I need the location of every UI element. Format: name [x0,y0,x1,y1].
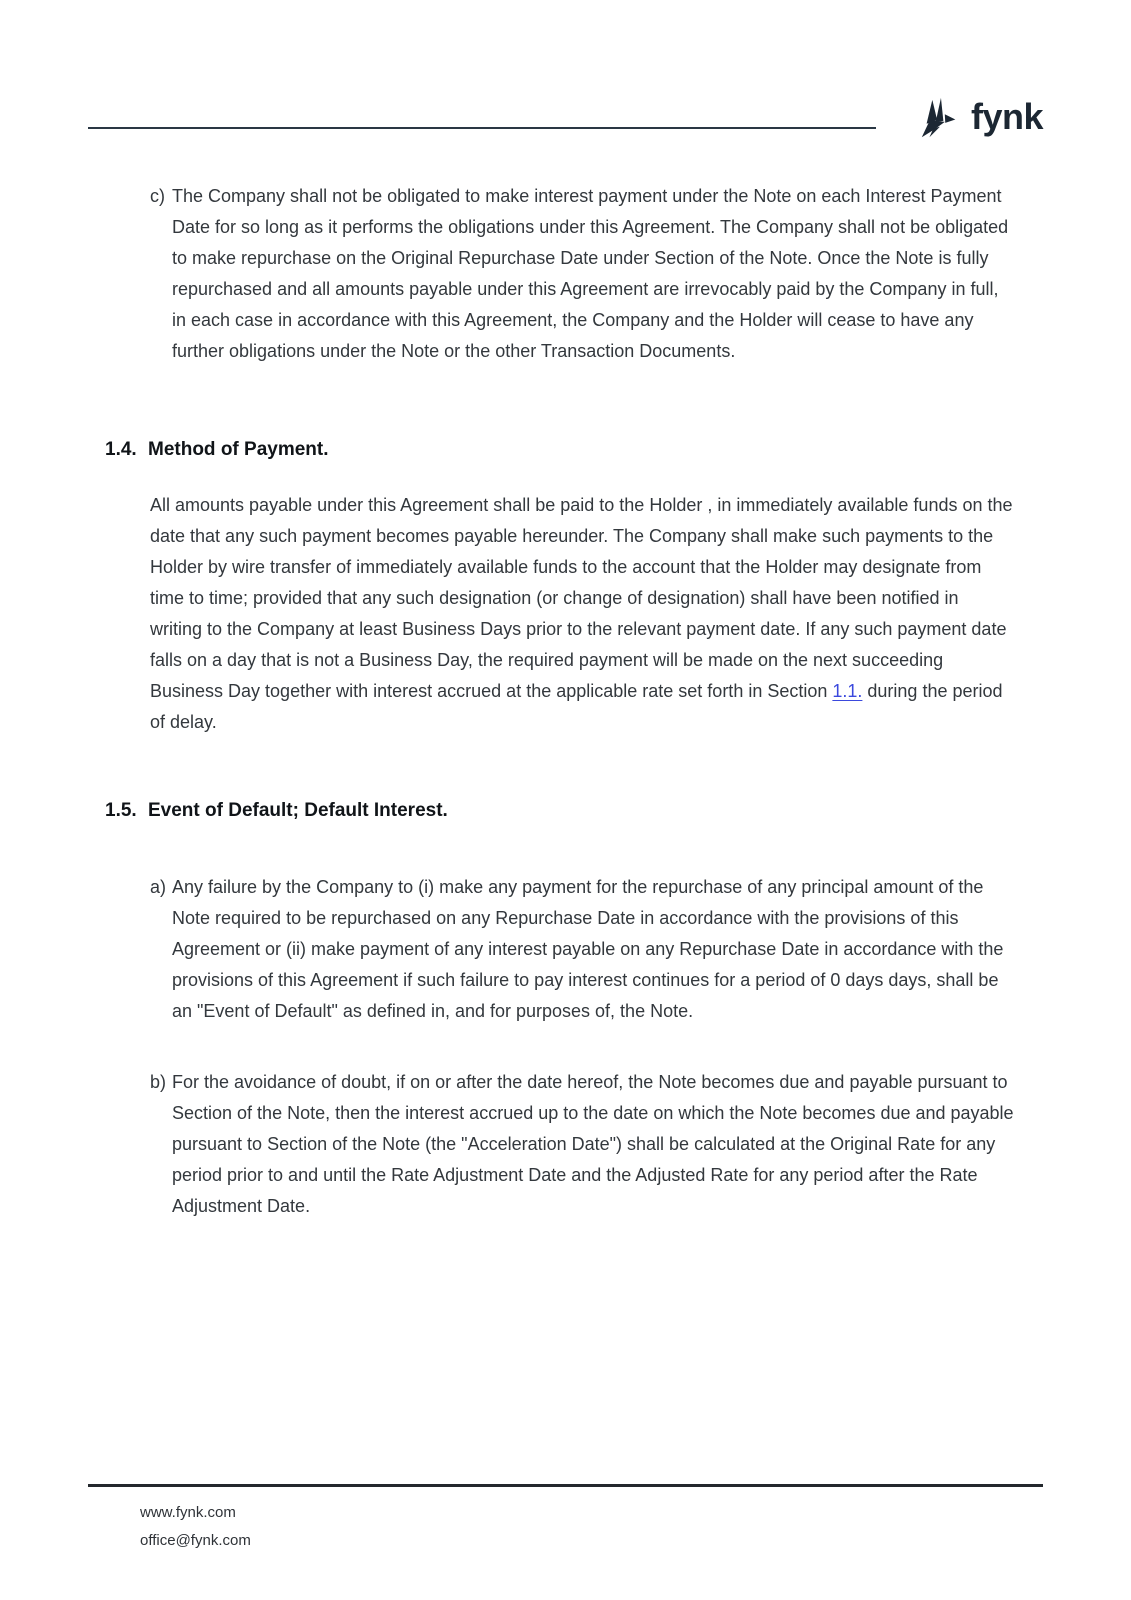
page-header [88,96,1043,152]
section-1-4-text-after-link: during the period of delay. [150,681,1003,732]
fynk-logo [917,96,1043,142]
section-1-4-heading [105,436,1015,464]
clause-a [88,872,1015,1027]
clause-c [88,181,1015,367]
clause-b-text: For the avoidance of doubt, if on or after the date hereof, the Note becomes due and payable pursuant to Section of the Note, then the interest accrued up to the date on which the Note becomes due and payable pursuant to Section of the Note (the "Acceleration Date") shall be calculated at the Original Rate for any period prior to and until the Rate Adjustment Date and the Adjusted Rate for any period after the Rate Adjustment Date. [172,1072,1014,1216]
section-1-5-number: 1.5. [105,800,137,821]
section-1-4-body [150,490,1015,738]
clause-c-marker: c) [150,186,165,206]
fynk-logo-text: fynk [970,96,1043,137]
clause-c-text: The Company shall not be obligated to make interest payment under the Note on each Interest Payment Date for so long as it performs the obligations under this Agreement. The Company shall not be obligated to make repurchase on the Original Repurchase Date under Section of the Note. Once the Note is fully repurchased and all amounts payable under this Agreement are irrevocably paid by the Company in full, in each case in accordance with this Agreement, the Company and the Holder will cease to have any further obligations under the Note or the other Transaction Documents. [172,186,1009,361]
section-1-5-heading [105,797,1015,825]
clause-b [88,1067,1015,1222]
section-1-5-title: Event of Default; Default Interest. [148,800,448,821]
section-1-1-link[interactable]: 1.1. [832,681,863,701]
footer-divider [88,1484,1043,1487]
footer-website: www.fynk.com [140,1504,236,1521]
page-footer [88,1484,1043,1555]
header-divider [88,127,876,129]
origami-bird-icon [917,96,963,142]
section-1-4-title: Method of Payment. [148,439,329,460]
section-1-4-text-before-link: All amounts payable under this Agreement shall be paid to the Holder , in immediately available funds on the date that any such payment becomes payable hereunder. The Company shall make such payments to the Holder by wire transfer of immediately available funds to the account that the Holder may designate from time to time; provided that any such designation (or change of designation) shall have been notified in writing to the Company at least Business Days prior to the relevant payment date. If any such payment date falls on a day that is not a Business Day, the required payment will be made on the next succeeding Business Day together with interest accrued at the applicable rate set forth in Section [150,495,1013,701]
footer-email: office@fynk.com [140,1532,251,1549]
section-1-4-number: 1.4. [105,439,137,460]
clause-a-text: Any failure by the Company to (i) make any payment for the repurchase of any principal amount of the Note required to be repurchased on any Repurchase Date in accordance with the provisions of this Agreement or (ii) make payment of any interest payable on any Repurchase Date in accordance with the provisions of this Agreement if such failure to pay interest continues for a period of 0 days days, shall be an "Event of Default" as defined in, and for purposes of, the Note. [172,877,1004,1021]
document-body [88,181,1015,1222]
clause-a-marker: a) [150,877,167,897]
clause-b-marker: b) [150,1072,167,1092]
